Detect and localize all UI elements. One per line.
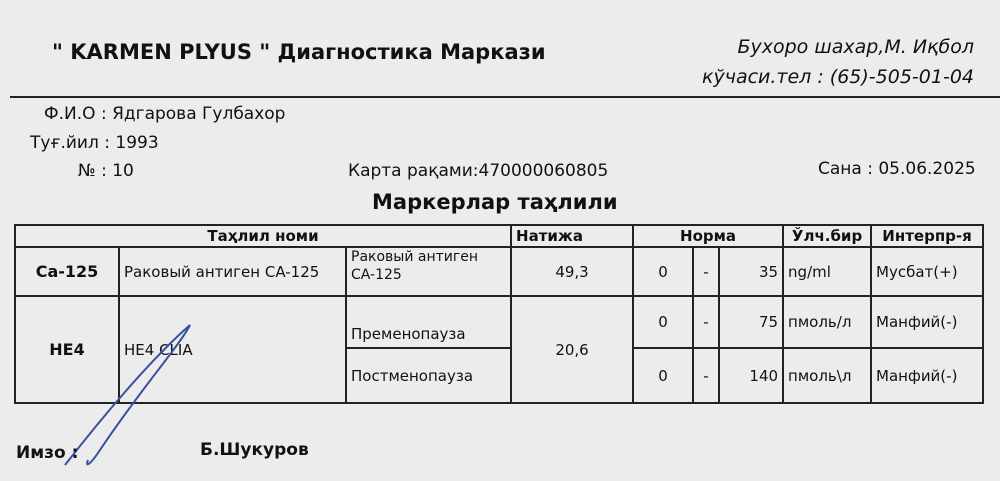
report-date: Сана : 05.06.2025 xyxy=(818,159,976,179)
analysis-name: Раковый антиген CA-125 xyxy=(119,247,346,296)
code: HE4 xyxy=(15,296,119,403)
patient-name: Ф.И.О : Ядгарова Гулбахор xyxy=(44,104,286,124)
norm-min: 0 xyxy=(633,296,693,348)
result: 49,3 xyxy=(511,247,633,296)
norm-dash: - xyxy=(693,296,719,348)
interpretation: Манфий(-) xyxy=(871,296,983,348)
report-title: Маркерлар таҳлили xyxy=(372,190,618,214)
norm-max: 35 xyxy=(719,247,783,296)
analysis-sub: Раковый антиген CA-125 xyxy=(346,247,511,296)
norm-dash: - xyxy=(693,247,719,296)
address-line-1: Бухоро шахар,М. Иқбол xyxy=(737,36,974,58)
header-interp: Интерпр-я xyxy=(871,225,983,247)
analysis-name: HE4 CLIA xyxy=(119,296,346,403)
table-header xyxy=(15,225,983,247)
norm-min: 0 xyxy=(633,348,693,403)
record-number: № : 10 xyxy=(78,161,134,181)
norm-min: 0 xyxy=(633,247,693,296)
analysis-sub: Постменопауза xyxy=(346,348,511,403)
clinic-title: " KARMEN PLYUS " Диагностика Маркази xyxy=(52,40,546,64)
norm-max: 140 xyxy=(719,348,783,403)
table-row xyxy=(15,247,983,296)
doctor-name: Б.Шукуров xyxy=(200,440,309,460)
code: Ca-125 xyxy=(15,247,119,296)
birth-year: Туғ.йил : 1993 xyxy=(30,133,159,153)
interpretation: Манфий(-) xyxy=(871,348,983,403)
signature-label: Имзо : xyxy=(16,443,79,463)
unit: ng/ml xyxy=(783,247,871,296)
header-result: Натижа xyxy=(511,225,633,247)
unit: пмоль\л xyxy=(783,348,871,403)
header-divider xyxy=(10,96,1000,98)
analysis-sub: Пременопауза xyxy=(346,296,511,348)
address-line-2: кўчаси.тел : (65)-505-01-04 xyxy=(702,66,974,88)
header-analysis: Таҳлил номи xyxy=(15,225,511,247)
interpretation: Мусбат(+) xyxy=(871,247,983,296)
unit: пмоль/л xyxy=(783,296,871,348)
header-unit: Ўлч.бир xyxy=(783,225,871,247)
norm-dash: - xyxy=(693,348,719,403)
header-norm: Норма xyxy=(633,225,783,247)
card-number: Карта рақами:470000060805 xyxy=(348,161,609,181)
norm-max: 75 xyxy=(719,296,783,348)
result: 20,6 xyxy=(511,296,633,403)
handwritten-signature xyxy=(60,320,200,470)
